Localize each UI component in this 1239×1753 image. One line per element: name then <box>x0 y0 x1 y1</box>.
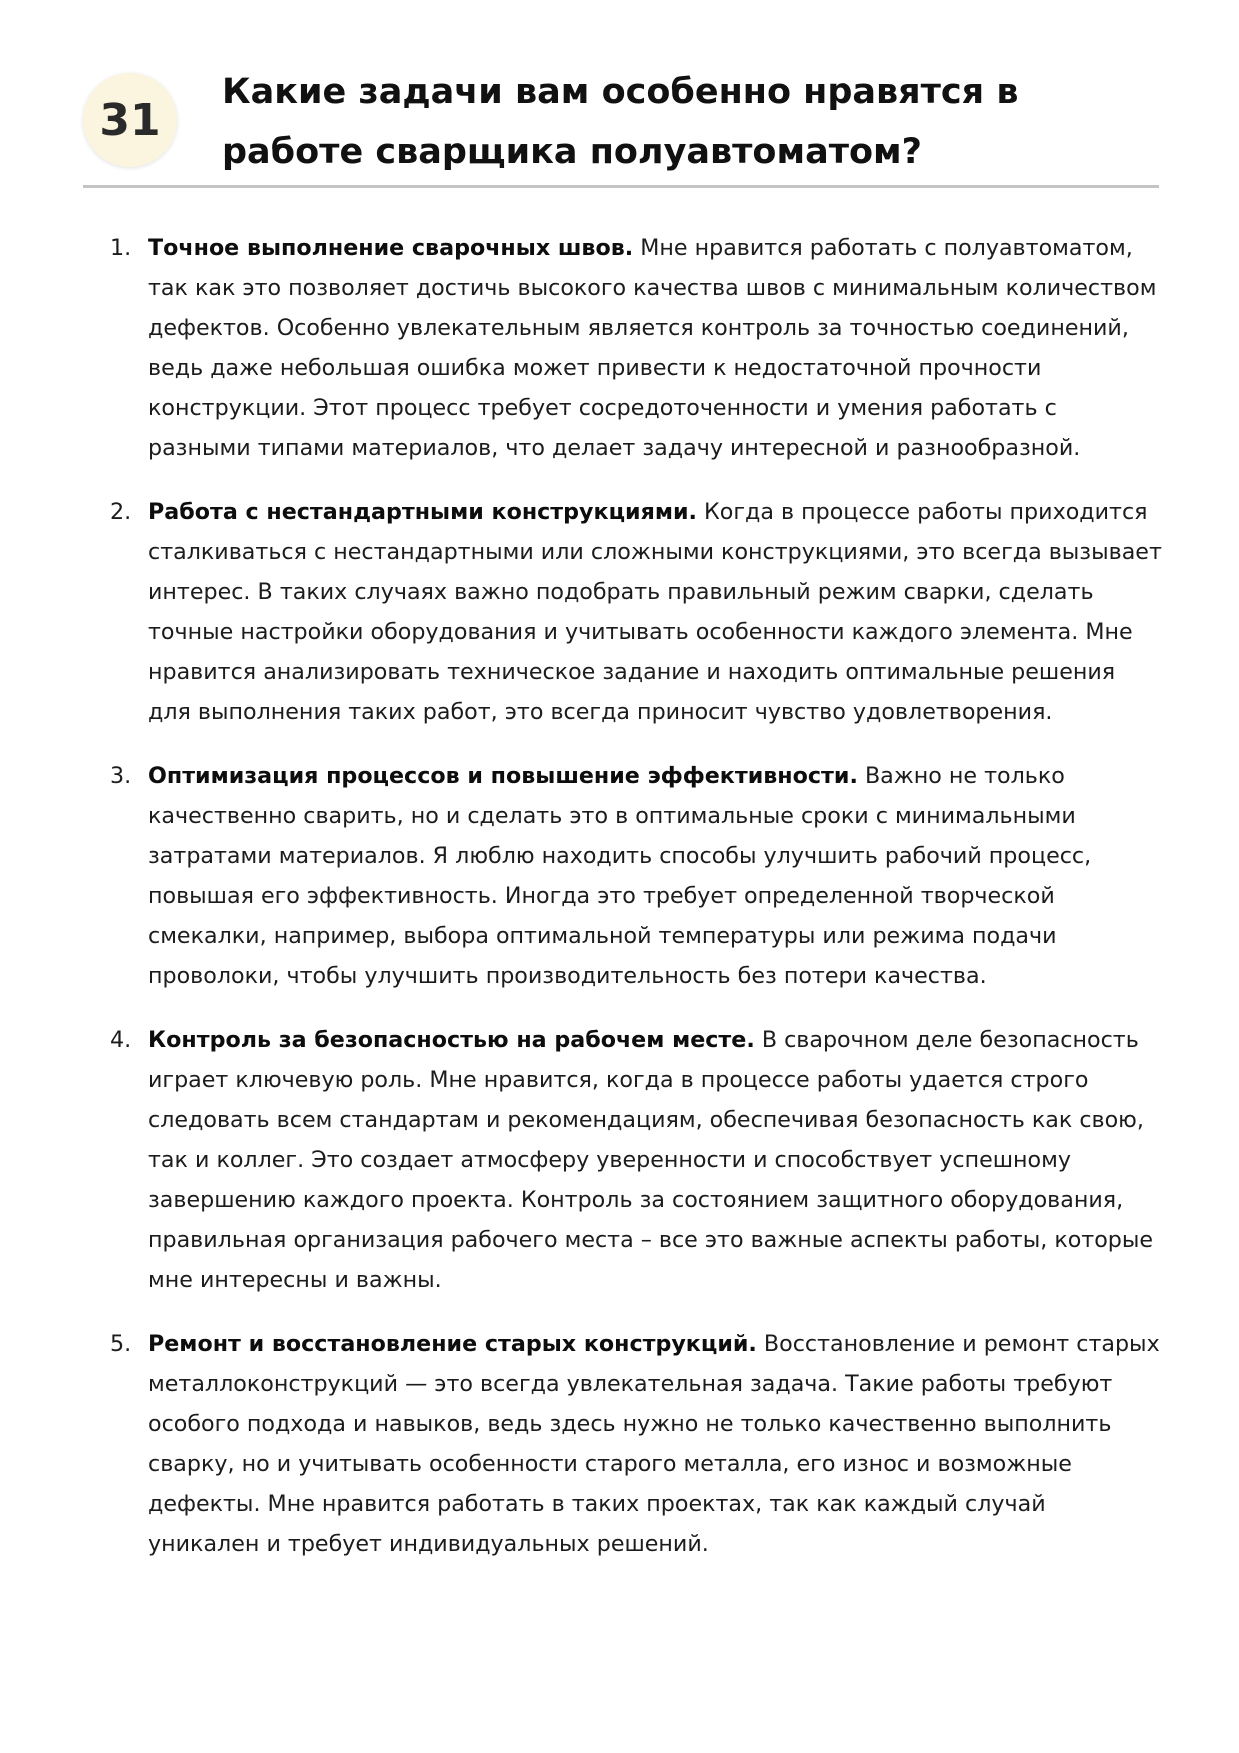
item-heading: Ремонт и восстановление старых конструкций. <box>148 1331 757 1357</box>
question-title: Какие задачи вам особенно нравятся в работе сварщика полуавтоматом? <box>222 72 1019 172</box>
item-text: В сварочном деле безопасность играет ключевую роль. Мне нравится, когда в процессе работы удается строго следовать всем стандартам и рекомендациям, обеспечивая безопасность как свою, так и коллег. Это создает атмосферу уверенности и способствует успешному завершению каждого проекта. Контроль за состоянием защитного оборудования, правильная организация рабочего места – все это важные аспекты работы, которые мне интересны и важны. <box>148 1027 1154 1293</box>
item-number: 1. <box>110 235 132 261</box>
item-heading: Контроль за безопасностью на рабочем месте. <box>148 1027 755 1053</box>
item-text: Восстановление и ремонт старых металлоконструкций — это всегда увлекательная задача. Такие работы требуют особого подхода и навыков, ведь здесь нужно не только качественно выполнить сварку, но и учитывать особенности старого металла, его износ и возможные дефекты. Мне нравится работать в таких проектах, так как каждый случай уникален и требует индивидуальных решений. <box>148 1331 1160 1557</box>
question-number-badge: 31 <box>83 73 177 167</box>
item-text: Мне нравится работать с полуавтоматом, так как это позволяет достичь высокого качества швов с минимальным количеством дефектов. Особенно увлекательным является контроль за точностью соединений, ведь даже небольшая ошибка может привести к недостаточной прочности конструкции. Этот процесс требует сосредоточенности и умения работать с разными типами материалов, что делает задачу интересной и разнообразной. <box>148 235 1157 461</box>
question-header <box>83 58 1159 188</box>
item-heading: Работа с нестандартными конструкциями. <box>148 499 697 525</box>
answer-item <box>110 756 1162 996</box>
item-text: Важно не только качественно сварить, но и сделать это в оптимальные сроки с минимальными затратами материалов. Я люблю находить способы улучшить рабочий процесс, повышая его эффективность. Иногда это требует определенной творческой смекалки, например, выбора оптимальной температуры или режима подачи проволоки, чтобы улучшить производительность без потери качества. <box>148 763 1092 989</box>
item-number: 5. <box>110 1331 132 1357</box>
answer-item <box>110 492 1162 732</box>
item-number: 2. <box>110 499 132 525</box>
answer-item <box>110 1324 1162 1564</box>
item-heading: Оптимизация процессов и повышение эффективности. <box>148 763 858 789</box>
answer-item <box>110 1020 1162 1300</box>
item-heading: Точное выполнение сварочных швов. <box>148 235 634 261</box>
item-number: 4. <box>110 1027 132 1053</box>
item-number: 3. <box>110 763 132 789</box>
item-text: Когда в процессе работы приходится сталкиваться с нестандартными или сложными конструкциями, это всегда вызывает интерес. В таких случаях важно подобрать правильный режим сварки, сделать точные настройки оборудования и учитывать особенности каждого элемента. Мне нравится анализировать техническое задание и находить оптимальные решения для выполнения таких работ, это всегда приносит чувство удовлетворения. <box>148 499 1162 725</box>
answer-item <box>110 228 1162 468</box>
answer-list <box>110 228 1162 1588</box>
